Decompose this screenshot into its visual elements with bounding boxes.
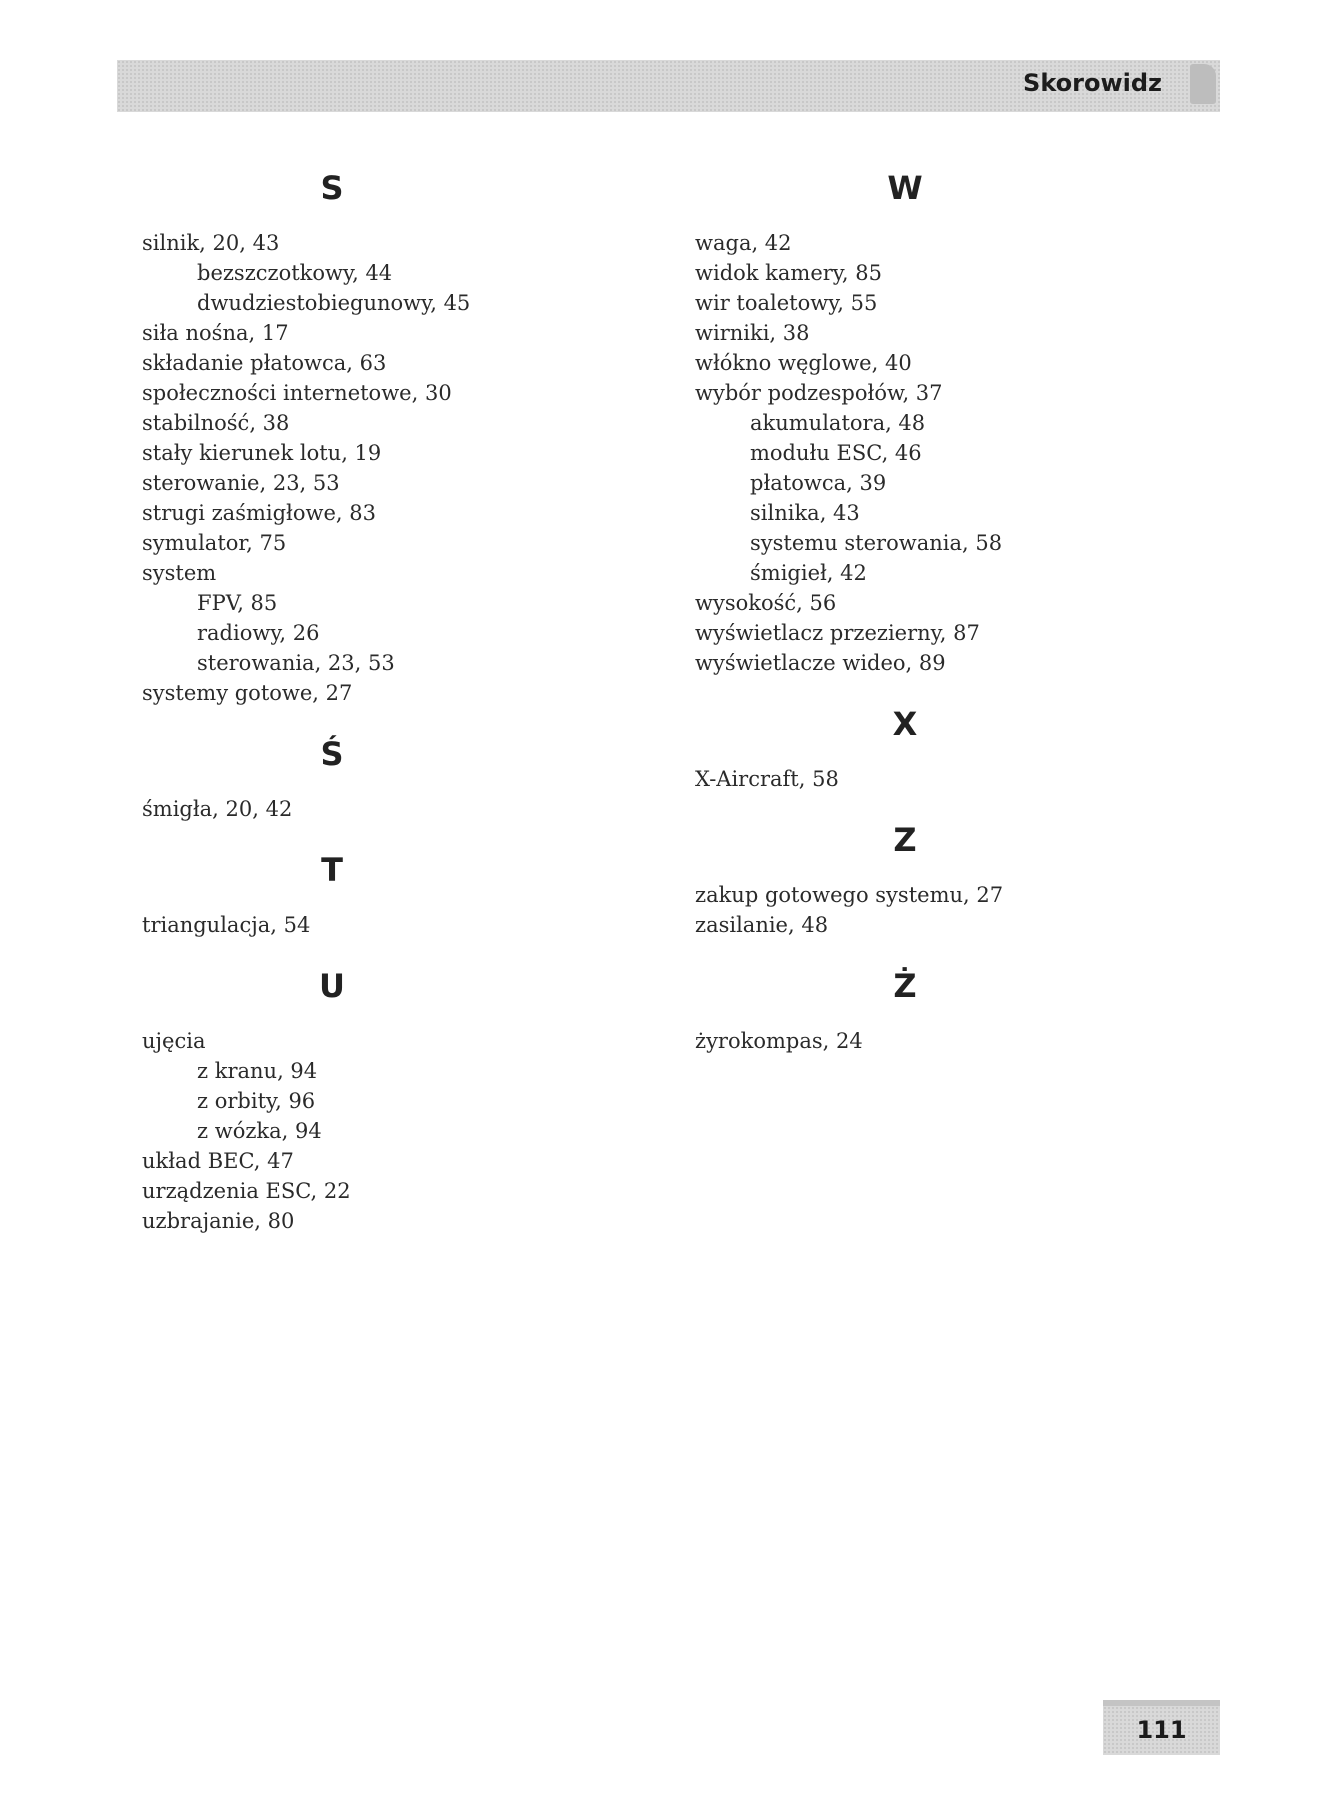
index-entry: sterowanie, 23, 53 (142, 471, 340, 495)
section-letter: U (319, 967, 345, 1005)
index-subentry: dwudziestobiegunowy, 45 (197, 291, 471, 315)
page-number-box (1103, 1700, 1220, 1755)
index-entry: zasilanie, 48 (695, 913, 829, 937)
index-entry: symulator, 75 (142, 531, 287, 555)
index-entry: śmigła, 20, 42 (142, 797, 293, 821)
index-subentry: FPV, 85 (197, 591, 278, 615)
index-subentry: radiowy, 26 (197, 621, 320, 645)
index-section (142, 960, 642, 1236)
index-subentry: z orbity, 96 (197, 1089, 316, 1113)
index-entry: system (142, 561, 217, 585)
index-subentry: z kranu, 94 (197, 1059, 318, 1083)
page-number: 111 (1136, 1716, 1187, 1744)
index-subentry: śmigieł, 42 (750, 561, 867, 585)
index-entry: siła nośna, 17 (142, 321, 289, 345)
index-subentry: silnika, 43 (750, 501, 860, 525)
index-entry: włókno węglowe, 40 (695, 351, 912, 375)
index-entry: systemy gotowe, 27 (142, 681, 353, 705)
index-entry: widok kamery, 85 (695, 261, 882, 285)
index-subentry: bezszczotkowy, 44 (197, 261, 393, 285)
index-section (142, 728, 642, 824)
index-entry: stały kierunek lotu, 19 (142, 441, 382, 465)
section-letter: Ż (893, 967, 917, 1005)
index-subentry: modułu ESC, 46 (750, 441, 922, 465)
index-section (695, 162, 1195, 678)
index-entry: wir toaletowy, 55 (695, 291, 878, 315)
index-entry: uzbrajanie, 80 (142, 1209, 295, 1233)
index-entry: wirniki, 38 (695, 321, 810, 345)
index-entry: wybór podzespołów, 37 (695, 381, 943, 405)
index-entry: stabilność, 38 (142, 411, 290, 435)
section-letter: X (892, 705, 918, 743)
index-entry: składanie płatowca, 63 (142, 351, 387, 375)
index-entry: społeczności internetowe, 30 (142, 381, 452, 405)
index-section (142, 162, 642, 708)
index-entry: zakup gotowego systemu, 27 (695, 883, 1004, 907)
section-letter: T (321, 851, 343, 889)
index-section (695, 960, 1195, 1056)
index-entry: strugi zaśmigłowe, 83 (142, 501, 376, 525)
index-entry: wyświetlacze wideo, 89 (695, 651, 946, 675)
index-section (695, 814, 1195, 940)
index-entry: wysokość, 56 (695, 591, 837, 615)
index-entry: ujęcia (142, 1029, 206, 1053)
index-subentry: systemu sterowania, 58 (750, 531, 1003, 555)
index-entry: silnik, 20, 43 (142, 231, 280, 255)
index-subentry: płatowca, 39 (750, 471, 887, 495)
index-column-left (142, 150, 642, 1256)
section-letter: Ś (320, 735, 344, 773)
section-letter: Z (893, 821, 917, 859)
index-entry: układ BEC, 47 (142, 1149, 294, 1173)
section-letter: W (887, 169, 923, 207)
section-letter: S (320, 169, 344, 207)
index-entry: żyrokompas, 24 (695, 1029, 863, 1053)
index-entry: waga, 42 (695, 231, 792, 255)
header-tab-decoration (1190, 64, 1216, 104)
index-subentry: z wózka, 94 (197, 1119, 322, 1143)
header-title: Skorowidz (1023, 69, 1162, 97)
index-subentry: akumulatora, 48 (750, 411, 926, 435)
index-entry: wyświetlacz przezierny, 87 (695, 621, 980, 645)
index-section (142, 844, 642, 940)
index-entry: X-Aircraft, 58 (695, 767, 839, 791)
index-entry: triangulacja, 54 (142, 913, 311, 937)
running-header (117, 60, 1220, 112)
index-section (695, 698, 1195, 794)
index-column-right (695, 150, 1195, 1076)
index-subentry: sterowania, 23, 53 (197, 651, 395, 675)
index-entry: urządzenia ESC, 22 (142, 1179, 351, 1203)
